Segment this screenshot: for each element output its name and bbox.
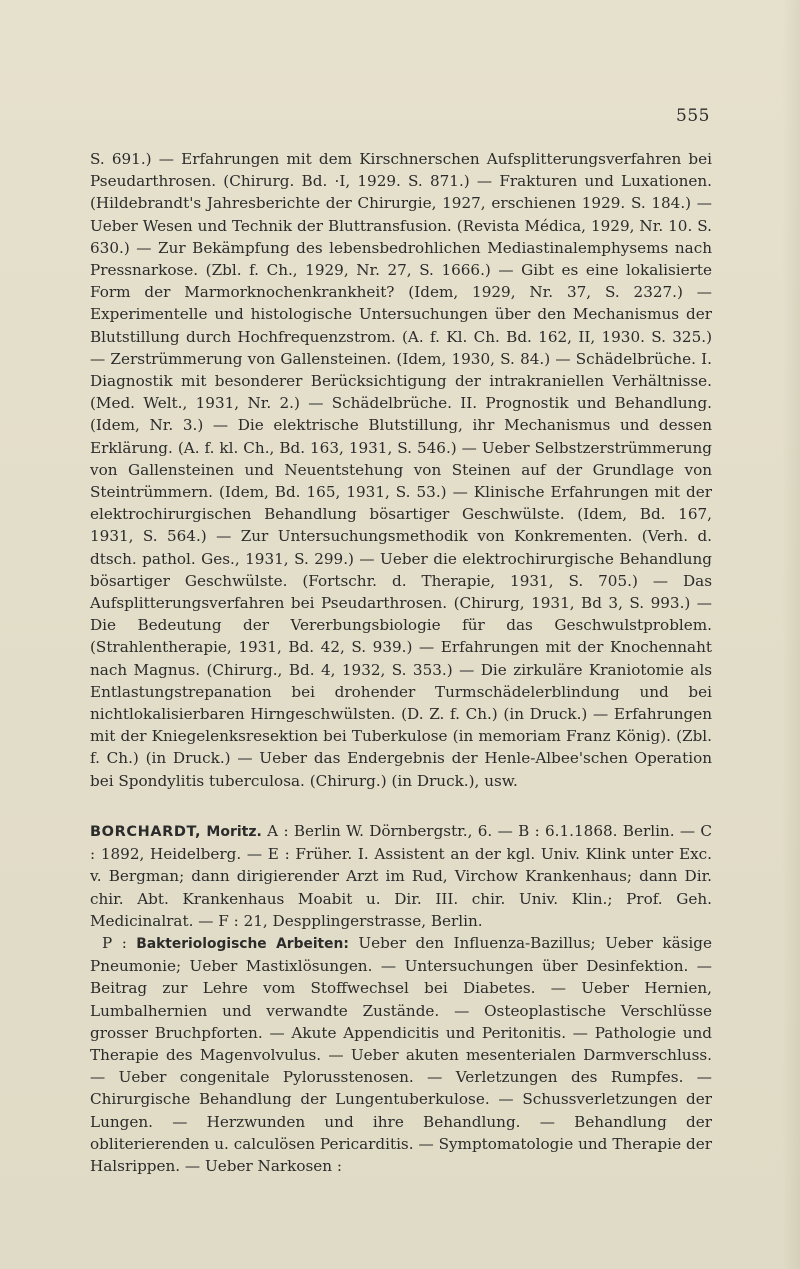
publications-label: P : bbox=[102, 933, 137, 952]
page-number: 555 bbox=[676, 106, 710, 126]
entry-surname: BORCHARDT, bbox=[90, 823, 202, 840]
entry-details: A : Berlin W. Dörnbergstr., 6. — B : 6.1.1868. Berlin. — C : 1892, Heidelberg. — E : Früher. I. Assistent an der kgl. Univ. Klink unter Exc. v. Bergman; dann dirigierender Arzt im Rud, Virchow Krankenhaus; dann Dir. chir. Abt. Krankenhaus Moabit u. Dir. III. chir. Univ. Klin.; Prof. Geh. Medicinalrat. — F : 21, Despplingerstrasse, Berlin. bbox=[90, 821, 712, 930]
publications-paragraph: S. 691.) — Erfahrungen mit dem Kirschnerschen Aufsplitterungsverfahren bei Pseudarthrosen. (Chirurg. Bd. ·I, 1929. S. 871.) — Frakturen und Luxationen. (Hildebrandt's Jahresberichte der Chirurgie, 1927, erschienen 1929. S. 184.) — Ueber Wesen und Technik der Bluttransfusion. (Revista Médica, 1929, Nr. 10. S. 630.) — Zur Bekämpfung des lebensbedrohlichen Mediastinalemphysems nach Pressnarkose. (Zbl. f. Ch., 1929, Nr. 27, S. 1666.) — Gibt es eine lokalisierte Form der Marmorknochenkrankheit? (Idem, 1929, Nr. 37, S. 2327.) — Experimentelle und histologische Untersuchungen über den Mechanismus der Blutstillung durch Hochfrequenzstrom. (A. f. Kl. Ch. Bd. 162, II, 1930. S. 325.) — Zerstrümmerung von Gallensteinen. (Idem, 1930, S. 84.) — Schädelbrüche. I. Diagnostik mit besonderer Berücksichtigung der intrakraniellen Verhältnisse. (Med. Welt., 1931, Nr. 2.) — Schädelbrüche. II. Prognostik und Behandlung. (Idem, Nr. 3.) — Die elektrische Blutstillung, ihr Mechanismus und dessen Erklärung. (A. f. kl. Ch., Bd. 163, 1931, S. 546.) — Ueber Selbstzerstrümmerung von Gallensteinen und Neuentstehung von Steinen auf der Grundlage von Steintrümmern. (Idem, Bd. 165, 1931, S. 53.) — Klinische Erfahrungen mit der elektrochirurgischen Behandlung bösartiger Geschwülste. (Idem, Bd. 167, 1931, S. 564.) — Zur Untersuchungsmethodik von Konkrementen. (Verh. d. dtsch. pathol. Ges., 1931, S. 299.) — Ueber die elektrochirurgische Behandlung bösartiger Geschwülste. (Fortschr. d. Therapie, 1931, S. 705.) — Das Aufsplitterungsverfahren bei Pseudarthrosen. (Chirurg, 1931, Bd 3, S. 993.) — Die Bedeutung der Vererbungsbiologie für das Geschwulstproblem. (Strahlentherapie, 1931, Bd. 42, S. 939.) — Erfahrungen mit der Knochennaht nach Magnus. (Chirurg., Bd. 4, 1932, S. 353.) — Die zirkuläre Kraniotomie als Entlastungstrepanation bei drohender Turmschädelerblindung und bei nichtlokalisierbaren Hirngeschwülsten. (D. Z. f. Ch.) (in Druck.) — Erfahrungen mit der Kniegelenksresektion bei Tuberkulose (in memoriam Franz König). (Zbl. f. Ch.) (in Druck.) — Ueber das Endergebnis der Henle-Albee'schen Operation bei Spondylitis tuberculosa. (Chirurg.) (in Druck.), usw. bbox=[90, 150, 712, 790]
publications-entry-paragraph bbox=[90, 932, 712, 1177]
publications-list: Ueber den Influenza-Bazillus; Ueber käsige Pneumonie; Ueber Mastixlösungen. — Untersuchungen über Desinfektion. — Beitrag zur Lehre vom Stoffwechsel bei Diabetes. — Ueber Hernien, Lumbalhernien und verwandte Zustände. — Osteoplastische Verschlüsse grosser Bruchpforten. — Akute Appendicitis und Peritonitis. — Pathologie und Therapie des Magenvolvulus. — Ueber akuten mesenterialen Darmverschluss. — Ueber congenitale Pylorusstenosen. — Verletzungen des Rumpfes. — Chirurgische Behandlung der Lungentuberkulose. — Schussverletzungen der Lungen. — Herzwunden und ihre Behandlung. — Behandlung der obliterierenden u. calculösen Pericarditis. — Symptomatologie und Therapie der Halsrippen. — Ueber Narkosen : bbox=[90, 933, 712, 1175]
page-edge-shadow bbox=[782, 0, 800, 1269]
biography-entry bbox=[90, 820, 712, 932]
entry-given-name: Moritz. bbox=[206, 823, 262, 840]
text-column bbox=[90, 148, 712, 1177]
entry-gap bbox=[90, 792, 712, 820]
publications-heading: Bakteriologische Arbeiten: bbox=[136, 935, 349, 952]
